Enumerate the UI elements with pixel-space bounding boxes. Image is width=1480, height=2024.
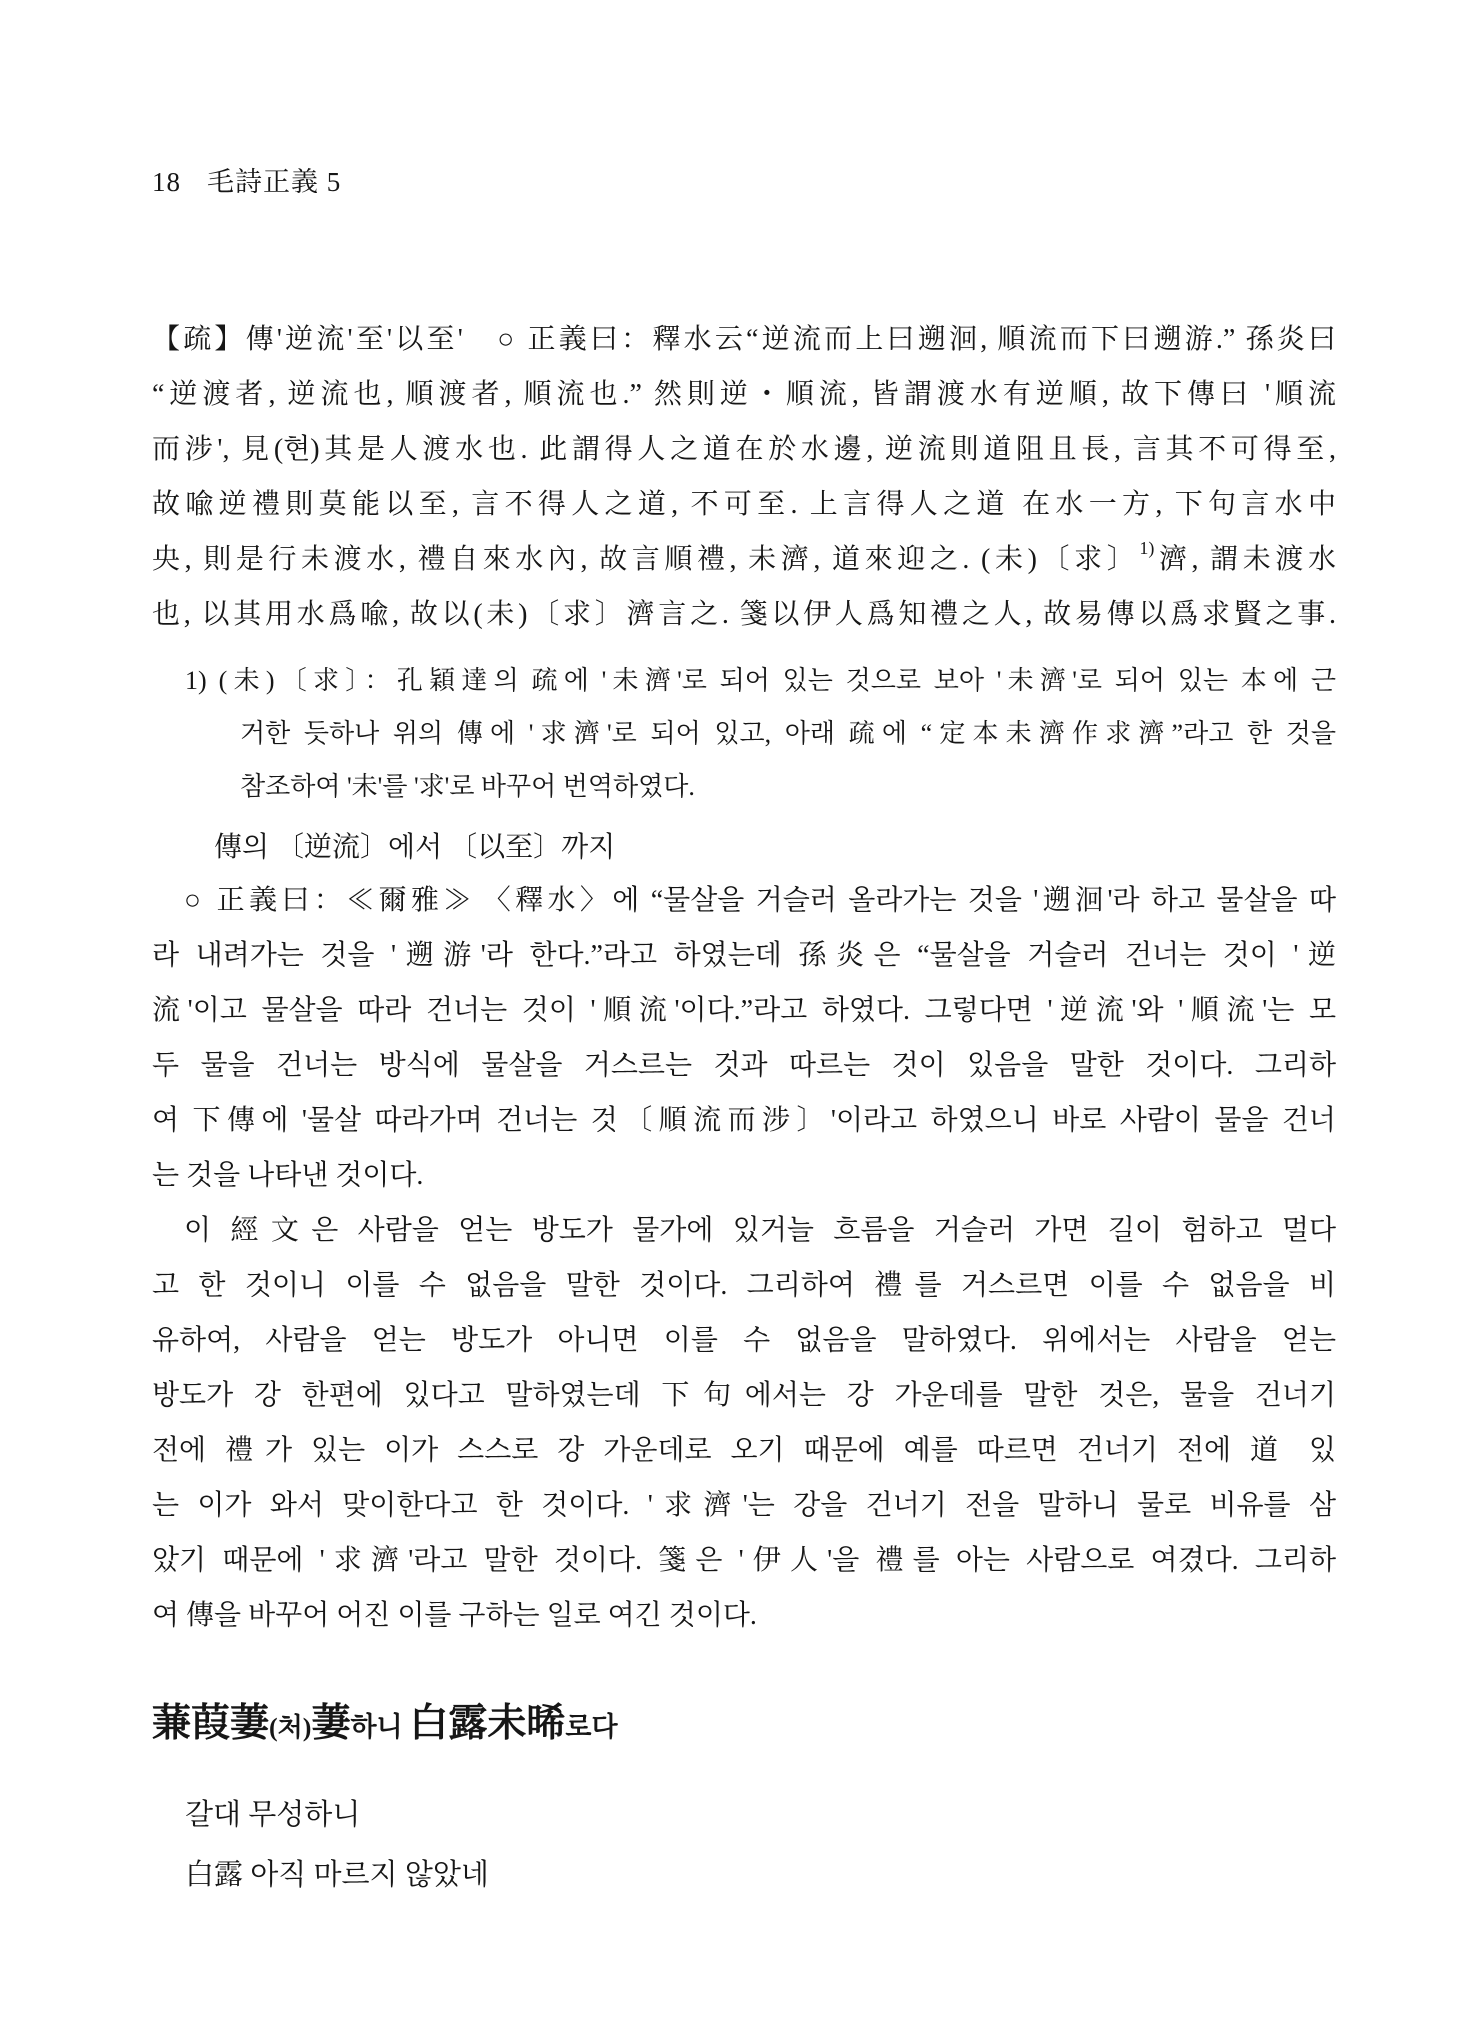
footnote-block — [152, 654, 1336, 813]
footnote-marker: 1) — [185, 666, 207, 695]
passage-line-text: 央, 則是行未渡水, 禮自來水內, 故言順禮, 未濟, 道來迎之. (未)〔求〕 — [152, 544, 1140, 575]
passage-line: 而涉', 見(현)其是人渡水也. 此謂得人之道在於水邊, 逆流則道阻且長, 言其不可得至, — [152, 434, 1336, 465]
book-title: 毛詩正義 5 — [207, 167, 342, 197]
commentary-passage — [152, 312, 1336, 642]
translation-line: ○ 正義曰：≪爾雅≫ 〈釋水〉에 “물살을 거슬러 올라가는 것을 '遡洄'라 하고 물살을 따 — [184, 885, 1336, 916]
footnote-line: 거한 듯하나 위의 傳에 '求濟'로 되어 있고, 아래 疏에 “定本未濟作求濟”라고 한 것을 — [240, 719, 1336, 748]
jeon-range-text: 傳의 〔逆流〕에서 〔以至〕까지 — [214, 832, 616, 863]
translation-line: 여 下傳에 '물살 따라가며 건너는 것〔順流而涉〕'이라고 하였으니 바로 사람이 물을 건너 — [152, 1105, 1336, 1136]
verse-heading-reading-gloss: (처) — [269, 1713, 312, 1742]
verse-translation-line — [152, 1788, 1336, 1843]
jeon-range-line — [152, 820, 1336, 875]
verse-translation-text: 白露 아직 마르지 않았네 — [185, 1859, 489, 1891]
passage-line: 故喩逆禮則莫能以至, 言不得人之道, 不可至. 上言得人之道 在水一方, 下句言水中 — [152, 489, 1336, 520]
verse-translation-line — [152, 1848, 1336, 1903]
translation-line: 았기 때문에 '求濟'라고 말한 것이다. 箋은 '伊人'을 禮를 아는 사람으로 여겼다. 그리하 — [152, 1545, 1336, 1576]
passage-line-text: 濟, 謂未渡水 — [1154, 544, 1336, 575]
verse-translation-text: 갈대 무성하니 — [185, 1799, 361, 1831]
verse-heading-hanja: 蒹葭萋 — [152, 1702, 270, 1745]
translation-line: 이 經文은 사람을 얻는 방도가 물가에 있거늘 흐름을 거슬러 가면 길이 험하고 멀다 — [184, 1215, 1336, 1246]
translation-line: 는 이가 와서 맞이한다고 한 것이다. '求濟'는 강을 건너기 전을 말하니 물로 비유를 삼 — [152, 1490, 1336, 1521]
translation-paragraph-jingwen — [152, 1203, 1336, 1643]
translation-line: 流'이고 물살을 따라 건너는 것이 '順流'이다.”라고 하였다. 그렇다면 '逆流'와 '順流'는 모 — [152, 995, 1336, 1026]
passage-line: “逆渡者, 逆流也, 順渡者, 順流也.” 然則逆・順流, 皆謂渡水有逆順, 故下傳曰 '順流 — [152, 379, 1336, 410]
page-header — [152, 160, 1336, 199]
translation-line: 는 것을 나타낸 것이다. — [152, 1160, 424, 1191]
page-number: 18 — [152, 167, 181, 197]
translation-line: 라 내려가는 것을 '遡游'라 한다.”라고 하였는데 孫炎은 “물살을 거슬러 건너는 것이 '逆 — [152, 940, 1336, 971]
footnote-line — [185, 654, 1336, 707]
translation-paragraph-zhengyi — [152, 873, 1336, 1203]
verse-heading-suffix: 로다 — [565, 1712, 618, 1742]
translation-line: 유하여, 사람을 얻는 방도가 아니면 이를 수 없음을 말하였다. 위에서는 사람을 얻는 — [152, 1325, 1336, 1356]
passage-line: 【疏】傳'逆流'至'以至' ○ 正義曰：釋水云“逆流而上曰遡洄, 順流而下曰遡游.” 孫炎曰 — [152, 324, 1336, 355]
footnote-line: 참조하여 '未'를 '求'로 바꾸어 번역하였다. — [240, 772, 695, 801]
translation-line: 방도가 강 한편에 있다고 말하였는데 下句에서는 강 가운데를 말한 것은, 물을 건너기 — [152, 1380, 1336, 1411]
passage-line: 也, 以其用水爲喩, 故以(未)〔求〕濟言之. 箋以伊人爲知禮之人, 故易傳以爲求賢之事. — [152, 599, 1336, 630]
verse-heading-hanja: 萋 — [311, 1702, 351, 1745]
translation-line: 두 물을 건너는 방식에 물살을 거스르는 것과 따르는 것이 있음을 말한 것이다. 그리하 — [152, 1050, 1336, 1081]
translation-line: 고 한 것이니 이를 수 없음을 말한 것이다. 그리하여 禮를 거스르면 이를 수 없음을 비 — [152, 1270, 1336, 1301]
verse-heading — [152, 1692, 1336, 1748]
footnote-reference: 1) — [1139, 538, 1155, 558]
verse-heading-hanja: 白露未晞 — [409, 1702, 566, 1745]
footnote-text: (未)〔求〕：孔穎達의 疏에 '未濟'로 되어 있는 것으로 보아 '未濟'로 되어 있는 本에 근 — [218, 666, 1336, 695]
translation-line: 전에 禮가 있는 이가 스스로 강 가운데로 오기 때문에 예를 따르면 건너기 전에 道 있 — [152, 1435, 1336, 1466]
translation-line: 여 傳을 바꾸어 어진 이를 구하는 일로 여긴 것이다. — [152, 1600, 757, 1631]
verse-heading-suffix: 하니 — [350, 1712, 410, 1742]
passage-line — [152, 532, 1336, 587]
